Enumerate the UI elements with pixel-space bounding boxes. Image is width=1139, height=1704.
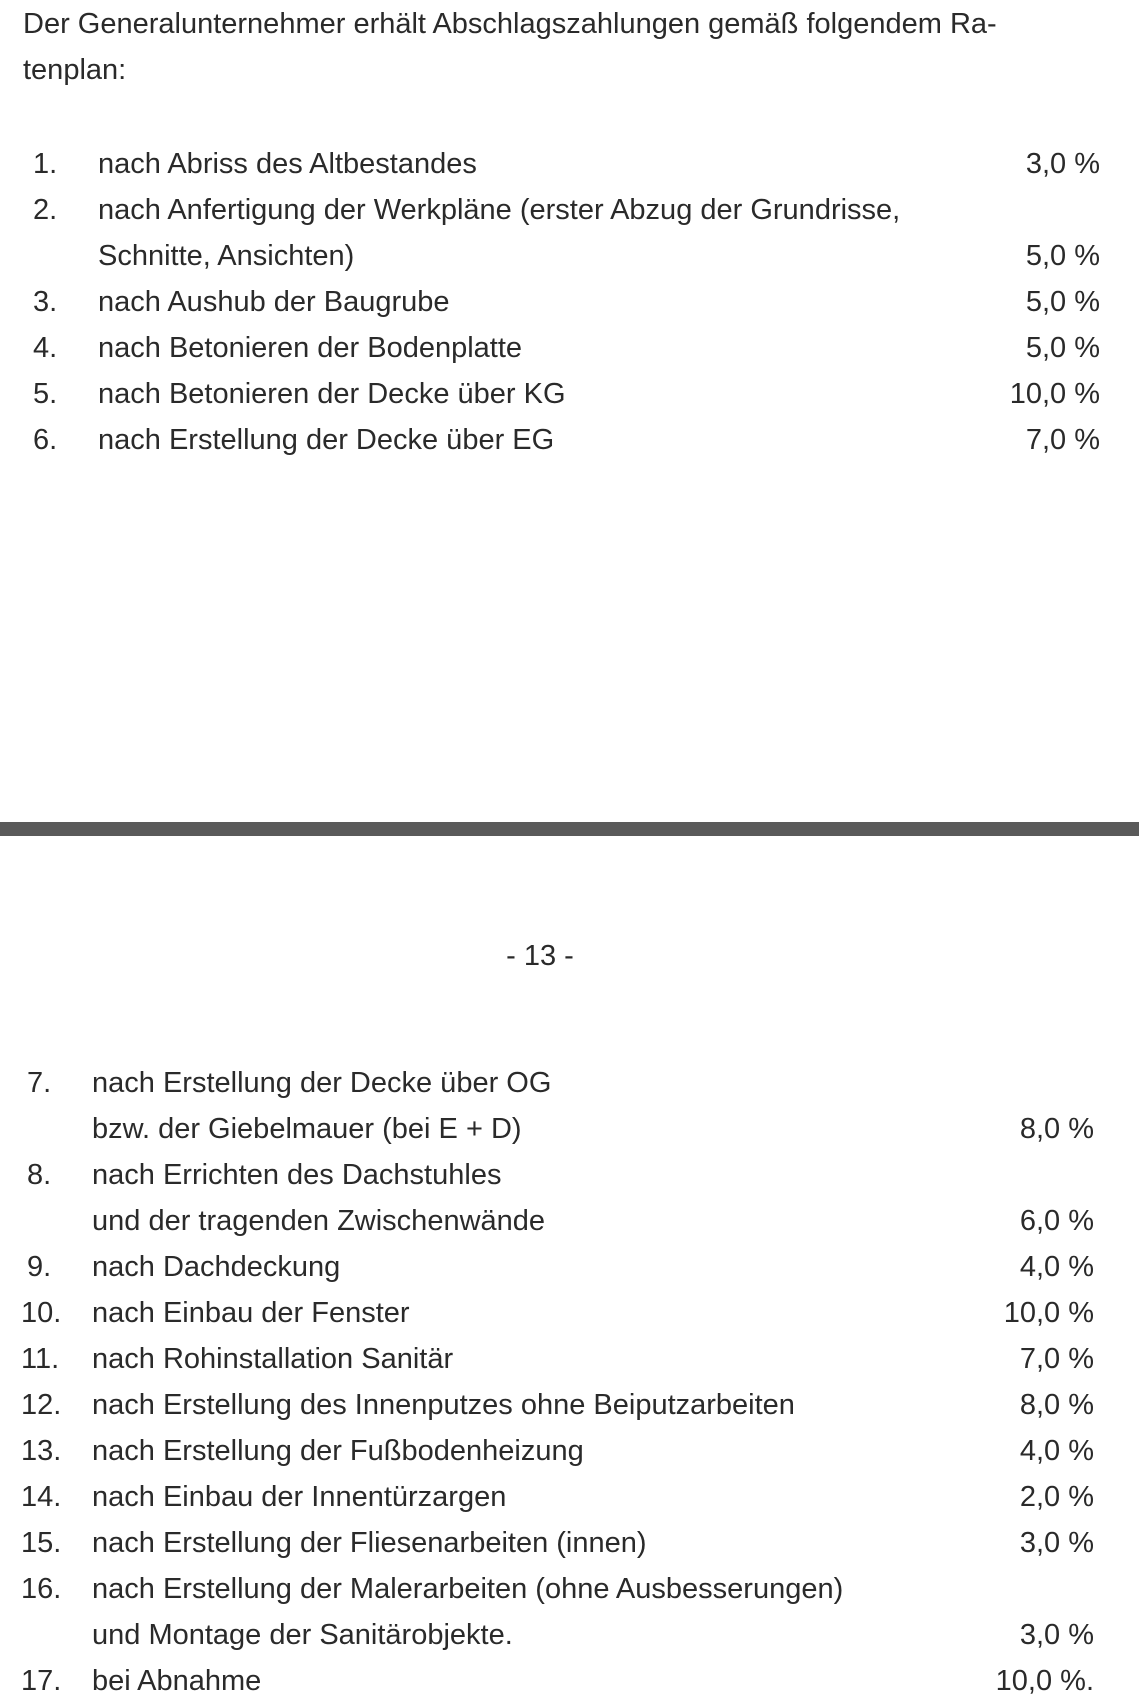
installment-row — [0, 1244, 1139, 1290]
intro-paragraph — [23, 1, 1083, 93]
item-percentage: 8,0 % — [1019, 1389, 1094, 1421]
item-number: 6. — [33, 424, 58, 456]
item-percentage: 10,0 % — [1003, 1297, 1094, 1329]
item-number: 12. — [21, 1389, 62, 1421]
page-number: - 13 - — [506, 940, 574, 972]
item-percentage: 10,0 % — [1009, 378, 1100, 410]
item-percentage: 7,0 % — [1019, 1343, 1094, 1375]
item-description: nach Rohinstallation Sanitär — [92, 1343, 454, 1375]
item-number: 15. — [21, 1527, 62, 1559]
installment-row — [0, 325, 1139, 371]
installment-row — [0, 187, 1139, 233]
item-number: 11. — [21, 1343, 60, 1375]
item-description: bei Abnahme — [92, 1665, 262, 1697]
installment-row — [0, 1382, 1139, 1428]
installment-row — [0, 417, 1139, 463]
item-description: nach Erstellung der Fliesenarbeiten (innen) — [92, 1527, 647, 1559]
installment-row — [0, 1152, 1139, 1198]
installment-row — [0, 279, 1139, 325]
item-number: 9. — [27, 1251, 52, 1283]
item-description: nach Erstellung der Decke über OG — [92, 1067, 552, 1099]
item-percentage: 3,0 % — [1019, 1527, 1094, 1559]
item-description: bzw. der Giebelmauer (bei E + D) — [92, 1113, 522, 1145]
item-description: nach Abriss des Altbestandes — [98, 148, 477, 180]
item-percentage: 4,0 % — [1019, 1251, 1094, 1283]
item-percentage: 7,0 % — [1025, 424, 1100, 456]
item-description: nach Betonieren der Bodenplatte — [98, 332, 523, 364]
item-description: und Montage der Sanitärobjekte. — [92, 1619, 513, 1651]
item-percentage: 3,0 % — [1019, 1619, 1094, 1651]
item-description: nach Anfertigung der Werkpläne (erster Abzug der Grundrisse, — [98, 194, 901, 226]
installment-row — [0, 1658, 1139, 1704]
item-percentage: 6,0 % — [1019, 1205, 1094, 1237]
installment-row — [0, 1612, 1139, 1658]
item-percentage: 2,0 % — [1019, 1481, 1094, 1513]
item-description: nach Erstellung der Fußbodenheizung — [92, 1435, 584, 1467]
installment-row — [0, 371, 1139, 417]
item-percentage: 4,0 % — [1019, 1435, 1094, 1467]
installment-row — [0, 1290, 1139, 1336]
item-number: 7. — [27, 1067, 52, 1099]
installment-row — [0, 1336, 1139, 1382]
item-number: 2. — [33, 194, 58, 226]
item-description: nach Erstellung der Decke über EG — [98, 424, 555, 456]
document-page-upper — [0, 0, 1139, 820]
page-divider — [0, 822, 1139, 836]
installment-row — [0, 1060, 1139, 1106]
intro-line: Der Generalunternehmer erhält Abschlagszahlungen gemäß folgendem Ra- — [23, 8, 997, 40]
item-number: 17. — [21, 1665, 62, 1697]
item-percentage: 5,0 % — [1025, 286, 1100, 318]
item-percentage: 5,0 % — [1025, 240, 1100, 272]
item-description: nach Erstellung der Malerarbeiten (ohne Ausbesserungen) — [92, 1573, 844, 1605]
item-description: nach Aushub der Baugrube — [98, 286, 450, 318]
item-percentage: 8,0 % — [1019, 1113, 1094, 1145]
item-description: nach Betonieren der Decke über KG — [98, 378, 566, 410]
item-number: 3. — [33, 286, 58, 318]
intro-line: tenplan: — [23, 54, 127, 86]
item-number: 8. — [27, 1159, 52, 1191]
item-description: und der tragenden Zwischenwände — [92, 1205, 546, 1237]
item-description: nach Einbau der Fenster — [92, 1297, 410, 1329]
item-number: 5. — [33, 378, 58, 410]
installment-row — [0, 1428, 1139, 1474]
item-number: 1. — [33, 148, 58, 180]
item-number: 16. — [21, 1573, 62, 1605]
item-description: nach Erstellung des Innenputzes ohne Beiputzarbeiten — [92, 1389, 795, 1421]
installment-row — [0, 1520, 1139, 1566]
installment-row — [0, 1474, 1139, 1520]
item-description: nach Einbau der Innentürzargen — [92, 1481, 507, 1513]
installment-row — [0, 141, 1139, 187]
installment-row — [0, 1566, 1139, 1612]
item-number: 14. — [21, 1481, 62, 1513]
item-percentage: 5,0 % — [1025, 332, 1100, 364]
installment-row — [0, 1198, 1139, 1244]
installment-row — [0, 233, 1139, 279]
item-number: 13. — [21, 1435, 62, 1467]
item-percentage: 10,0 %. — [995, 1665, 1094, 1697]
installment-row — [0, 1106, 1139, 1152]
item-description: Schnitte, Ansichten) — [98, 240, 355, 272]
item-number: 4. — [33, 332, 58, 364]
item-number: 10. — [21, 1297, 62, 1329]
item-description: nach Dachdeckung — [92, 1251, 341, 1283]
item-description: nach Errichten des Dachstuhles — [92, 1159, 502, 1191]
item-percentage: 3,0 % — [1025, 148, 1100, 180]
